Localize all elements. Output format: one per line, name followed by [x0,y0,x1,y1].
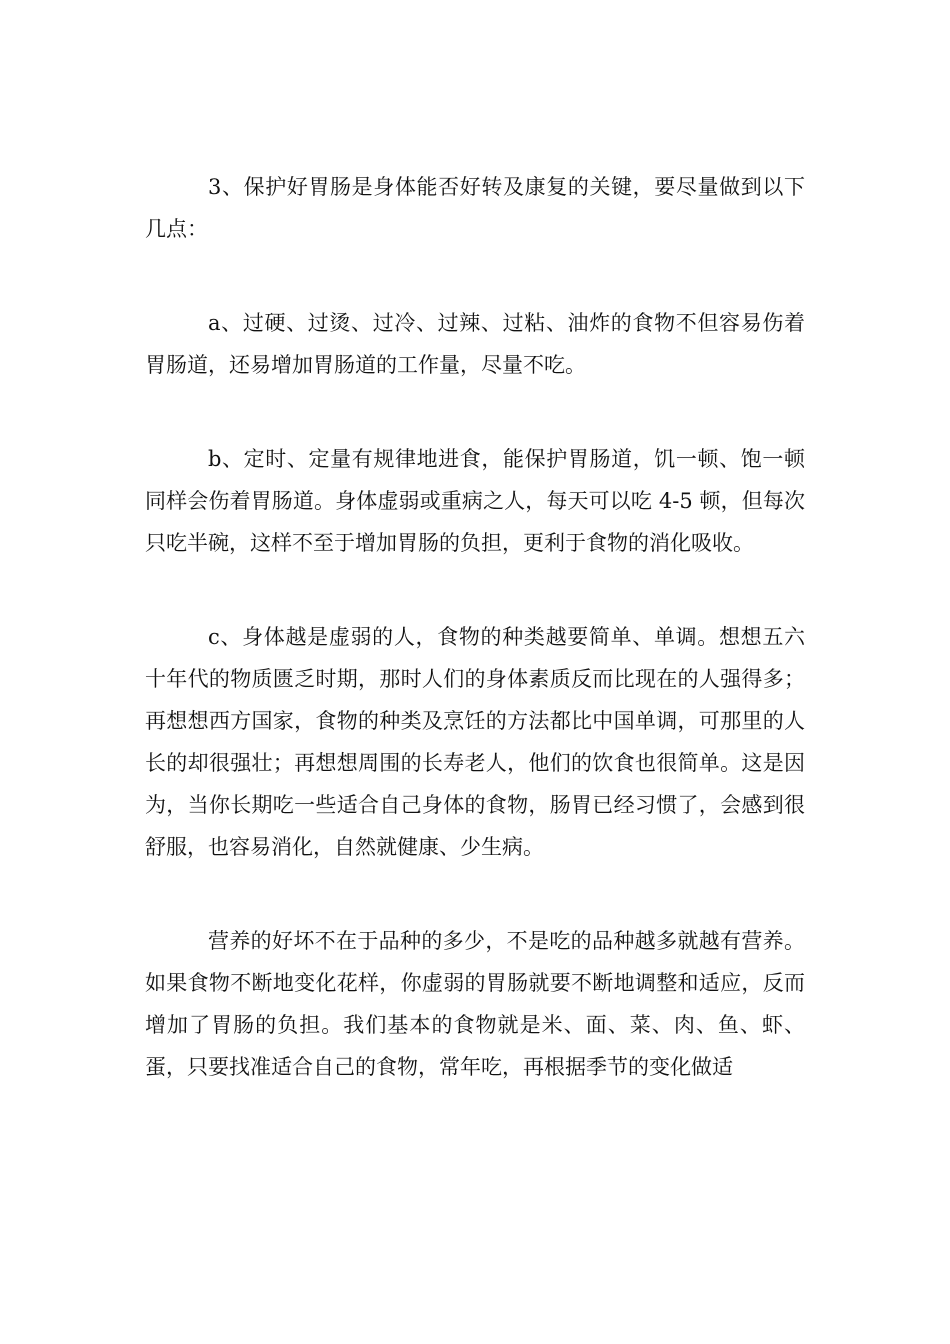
paragraph-point-a: a、过硬、过烫、过冷、过辣、过粘、油炸的食物不但容易伤着胃肠道，还易增加胃肠道的工作量，尽量不吃。 [145,311,805,377]
paragraph-point-b: b、定时、定量有规律地进食，能保护胃肠道，饥一顿、饱一顿同样会伤着胃肠道。身体虚弱或重病之人，每天可以吃 4-5 顿，但每次只吃半碗，这样不至于增加胃肠的负担，更利于食物的消化吸收。 [145,447,805,555]
document-body [145,166,805,1140]
paragraph-stomach-protection: 3、保护好胃肠是身体能否好转及康复的关键，要尽量做到以下几点： [145,175,805,241]
paragraph-point-c: c、身体越是虚弱的人，食物的种类越要简单、单调。想想五六十年代的物质匮乏时期，那时人们的身体素质反而比现在的人强得多；再想想西方国家，食物的种类及烹饪的方法都比中国单调，可那里的人长的却很强壮；再想想周围的长寿老人，他们的饮食也很简单。这是因为，当你长期吃一些适合自己身体的食物，肠胃已经习惯了，会感到很舒服，也容易消化，自然就健康、少生病。 [145,625,805,859]
paragraph-nutrition: 营养的好坏不在于品种的多少，不是吃的品种越多就越有营养。如果食物不断地变化花样，你虚弱的胃肠就要不断地调整和适应，反而增加了胃肠的负担。我们基本的食物就是米、面、菜、肉、鱼、虾、蛋，只要找准适合自己的食物，常年吃，再根据季节的变化做适 [145,929,805,1079]
